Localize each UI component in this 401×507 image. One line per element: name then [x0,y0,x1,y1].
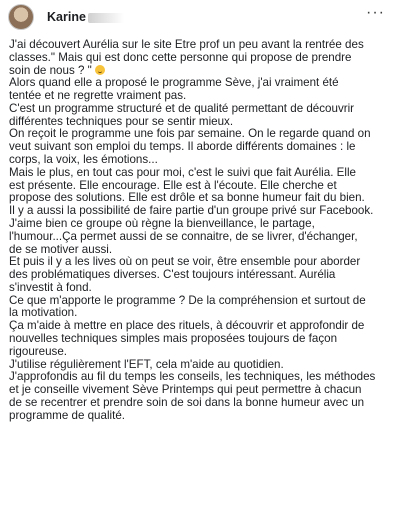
post-line: propose des solutions. Elle est drôle et sa bonne humeur fait du bien. [9,192,365,205]
more-horizontal-icon: ··· [366,4,385,21]
more-options-button[interactable] [366,4,385,21]
post-line: la motivation. [9,307,78,320]
post-line [9,65,393,78]
post-line: s'investit à fond. [9,281,92,294]
post-line: Alors quand elle a proposé le programme Sève, j'ai vraiment été [9,77,339,90]
post-line: de se motiver aussi. [9,243,113,256]
post-line: C'est un programme structuré et de qualité permettant de découvrir [9,102,355,115]
post-line: Il y a aussi la possibilité de faire partie d'un groupe privé sur Facebook. [9,205,374,218]
post-line: et je conseille vivement Sève Printemps qui peut permettre à chacun [9,384,362,397]
post-line: On reçoit le programme une fois par semaine. On le regarde quand on [9,128,371,141]
post-line: Et puis il y a les lives où on peut se voir, être ensemble pour aborder [9,256,361,269]
post-line: de se recentrer et prendre soin de soi dans la bonne humeur avec un [9,396,365,409]
post-line: J'approfondis au fil du temps les conseils, les techniques, les méthodes [9,371,376,384]
post-line: J'ai découvert Aurélia sur le site Etre prof un peu avant la rentrée des [9,39,364,51]
post-line: des problématiques diverses. C'est toujours intéressant. Aurélia [9,269,336,282]
post-line: différentes techniques pour se sentir mieux. [9,115,234,128]
post-line: programme de qualité. [9,409,125,422]
blurred-surname [88,13,124,23]
post-line-text: soin de nous ? " [9,64,92,77]
post-line: J'utilise régulièrement l'EFT, cela m'aide au quotidien. [9,358,284,371]
post-text [9,39,393,422]
post-line: corps, la voix, les émotions... [9,154,158,167]
post-line: Mais le plus, en tout cas pour moi, c'est le suivi que fait Aurélia. Elle [9,166,356,179]
post-header [8,4,124,30]
avatar[interactable] [8,4,34,30]
author-name[interactable] [47,10,124,24]
post-line: nouvelles techniques simples mais proposées toujours de façon [9,332,338,345]
post-line: J'aime bien ce groupe où règne la bienveillance, le partage, [9,217,315,230]
post-line: classes." Mais qui est donc cette personne qui propose de prendre [9,51,352,64]
author-name-text[interactable]: Karine [47,10,86,24]
post-line: Ça m'aide à mettre en place des rituels, à découvrir et approfondir de [9,320,365,333]
post-line: tentée et ne regrette vraiment pas. [9,90,187,103]
post-line: rigoureuse. [9,345,68,358]
smiling-face-emoji-icon [95,65,105,75]
post-line: l'humour...Ça permet aussi de se connaitre, de se livrer, d'échanger, [9,230,358,243]
post-line: veut suivant son emploi du temps. Il aborde différents domaines : le [9,141,356,154]
post-line: est présente. Elle encourage. Elle est à l'écoute. Elle cherche et [9,179,337,192]
post-line: Ce que m'apporte le programme ? De la compréhension et surtout de [9,294,366,307]
